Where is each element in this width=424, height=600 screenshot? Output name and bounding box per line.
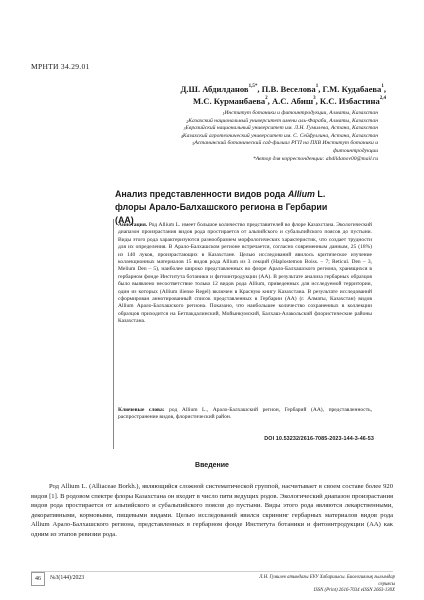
affiliation-sup: 1 [222, 111, 225, 116]
keywords-text: род Allium L., Арало-Балхашский регион, Гербарий (АА), представленность, распространение видов, флористический район. [118, 407, 373, 421]
author-sup: 1 [315, 84, 319, 89]
affiliation-line [92, 110, 378, 118]
journal-name: Л.Н. Гумилев атындағы ЕҰУ Хабаршысы. Биологиялық ғылымдар сериясы [259, 575, 395, 587]
corresponding-author [92, 156, 378, 164]
affiliation-text: фитоинтродукции [333, 147, 378, 154]
author-name: М.С. Курманбаева [193, 96, 266, 106]
author-sup: 2,4 [379, 96, 386, 101]
journal-issn: ISSN (Print) 2616-7034 eISSN 2663-130X [313, 588, 395, 594]
affiliation-text: Астанинский ботанический сад-филиал РГП на ПХВ Институт ботаники и [194, 140, 378, 147]
authors-line-2: М.С. Курманбаева$^2$, А.С. Абиш$^3$, К.С. Избастина$^{2,4}$ [193, 96, 386, 106]
author-name: Г.М. Кудабаева [322, 84, 382, 94]
author-name: А.С. Абиш [271, 96, 314, 106]
keywords-label: Ключевые слова: [118, 407, 165, 413]
authors-block [110, 83, 386, 107]
page-number: 46 [31, 572, 45, 586]
title-genus: Allium [287, 189, 315, 199]
affiliation-line [92, 140, 378, 148]
section-heading-introduction: Введение [195, 462, 229, 469]
affiliation-line [92, 125, 378, 133]
mrnti-code: МРНТИ 34.29.01 [31, 62, 90, 71]
affiliation-text: Евразийский национальный университет им. Л.Н. Гумилева, Астана, Казахстан [185, 125, 378, 132]
author-sup: 1,5* [248, 84, 258, 89]
affiliation-sup: 4 [180, 133, 183, 139]
author-name: Д.Ш. Абдилданов [180, 84, 249, 94]
affiliation-sup: 3 [183, 126, 186, 132]
abstract [118, 222, 372, 326]
footer-divider [31, 571, 393, 572]
affiliation-text: Институт ботаники и фитоинтродукции, Алматы, Казахстан [224, 110, 378, 116]
affiliation-text: Казахский агротехнический университет им. С. Сейфуллина, Астана, Казахстан [182, 132, 378, 139]
keywords [118, 407, 372, 422]
affiliation-text: Казахский национальный университет имени аль-Фараби, Алматы, Казахстан [188, 117, 378, 124]
affiliation-sup: 5 [192, 141, 195, 147]
affiliation-line [92, 148, 378, 156]
journal-issue: №3(144)/2023 [50, 575, 85, 581]
author-sup: 3 [313, 96, 316, 101]
author-name: П.В. Веселова [261, 84, 316, 94]
introduction-text [31, 482, 393, 539]
abstract-text: Род Allium L. имеет большое количество представителей во флоре Казахстана. Экологический диапазон произрастания видов рода простирается от альпийского и субальпийского поясов до пустыни. Виды этого рода характеризуются разнообразием морфологических характеристик, что создает трудности для их определения. В Арало-Балхашском регионе встречается, согласно современным данным, 25 (18%) из 140 луков, произрастающих в Казахстане. Целью исследований явилось критическое изучение коллекционных материалов 15 видов рода Allium из 3 секций (Haplostemon Boiss. – 7; Reticul. Den – 3, Melium Den – 5), наиболее широко представленных во флоре Арало-Балхашского региона, хранящихся в гербарном фонде Института ботаники и фитоинтродукции (АА). В результате анализа гербарных образцов было выявлено несоответствие только 12 видов рода Allium, приведенных для исследуемой территории, один из которых (Allium iliense Regel) включен в Красную книгу Казахстана. В результате исследований сформирован аннотированный список представленных в Гербарии (АА) (г. Алматы, Казахстан) видов Allium Арало-Балхашского региона. Показано, что наибольшее количество сохраненных в коллекции образцов приходится на Бетпакдалинский, Мойынкумский, Балхаш-Алакольский флористические районы Казахстана. [118, 222, 372, 325]
author-sup: 1 [381, 84, 384, 89]
authors-line-1: Д.Ш. Абдилданов$^{1,5*}$, П.В. Веселова$^1$, Г.М. Кудабаева$^1$, [180, 84, 386, 94]
corresponding-author-text: *Автор для корреспонденции: abdildanov00@mail.ru [252, 155, 378, 162]
affiliations-block [92, 110, 378, 163]
journal-info [250, 575, 395, 595]
title-prefix: Анализ представленности видов рода [115, 189, 288, 199]
affiliation-sup: 2 [186, 118, 189, 124]
author-name: К.С. Избастина [319, 96, 380, 106]
doi[interactable]: DOI 10.53232/2616-7085-2023-144-3-46-53 [264, 436, 374, 442]
title-rest: L. флоры Арало-Балхашского региона в Гербарии (АА) [115, 189, 328, 225]
abstract-label: Аннотация. [118, 222, 148, 228]
author-sup: 2 [265, 96, 268, 101]
paragraph: Род Allium L. (Alliaceae Borkh.), являющийся сложной систематической группой, насчитывает в своем составе более 920 видов [1]. В родовом спектре флоры Казахстана он входит в число пяти ведущих родов. Экологический диапазон произрастания видов рода простирается от альпийского и субальпийского поясов до пустыни. Виды этого рода являются лекарственными, декоративными, кормовыми, пищевыми видами. Целью исследований явился скрининг гербарных материалов видов рода Allium Арало-Балхашского региона, представленных в гербарном фонде Института ботаники и фитоинтродукции (АА) как одним из этапов ревизии рода. [31, 483, 393, 538]
